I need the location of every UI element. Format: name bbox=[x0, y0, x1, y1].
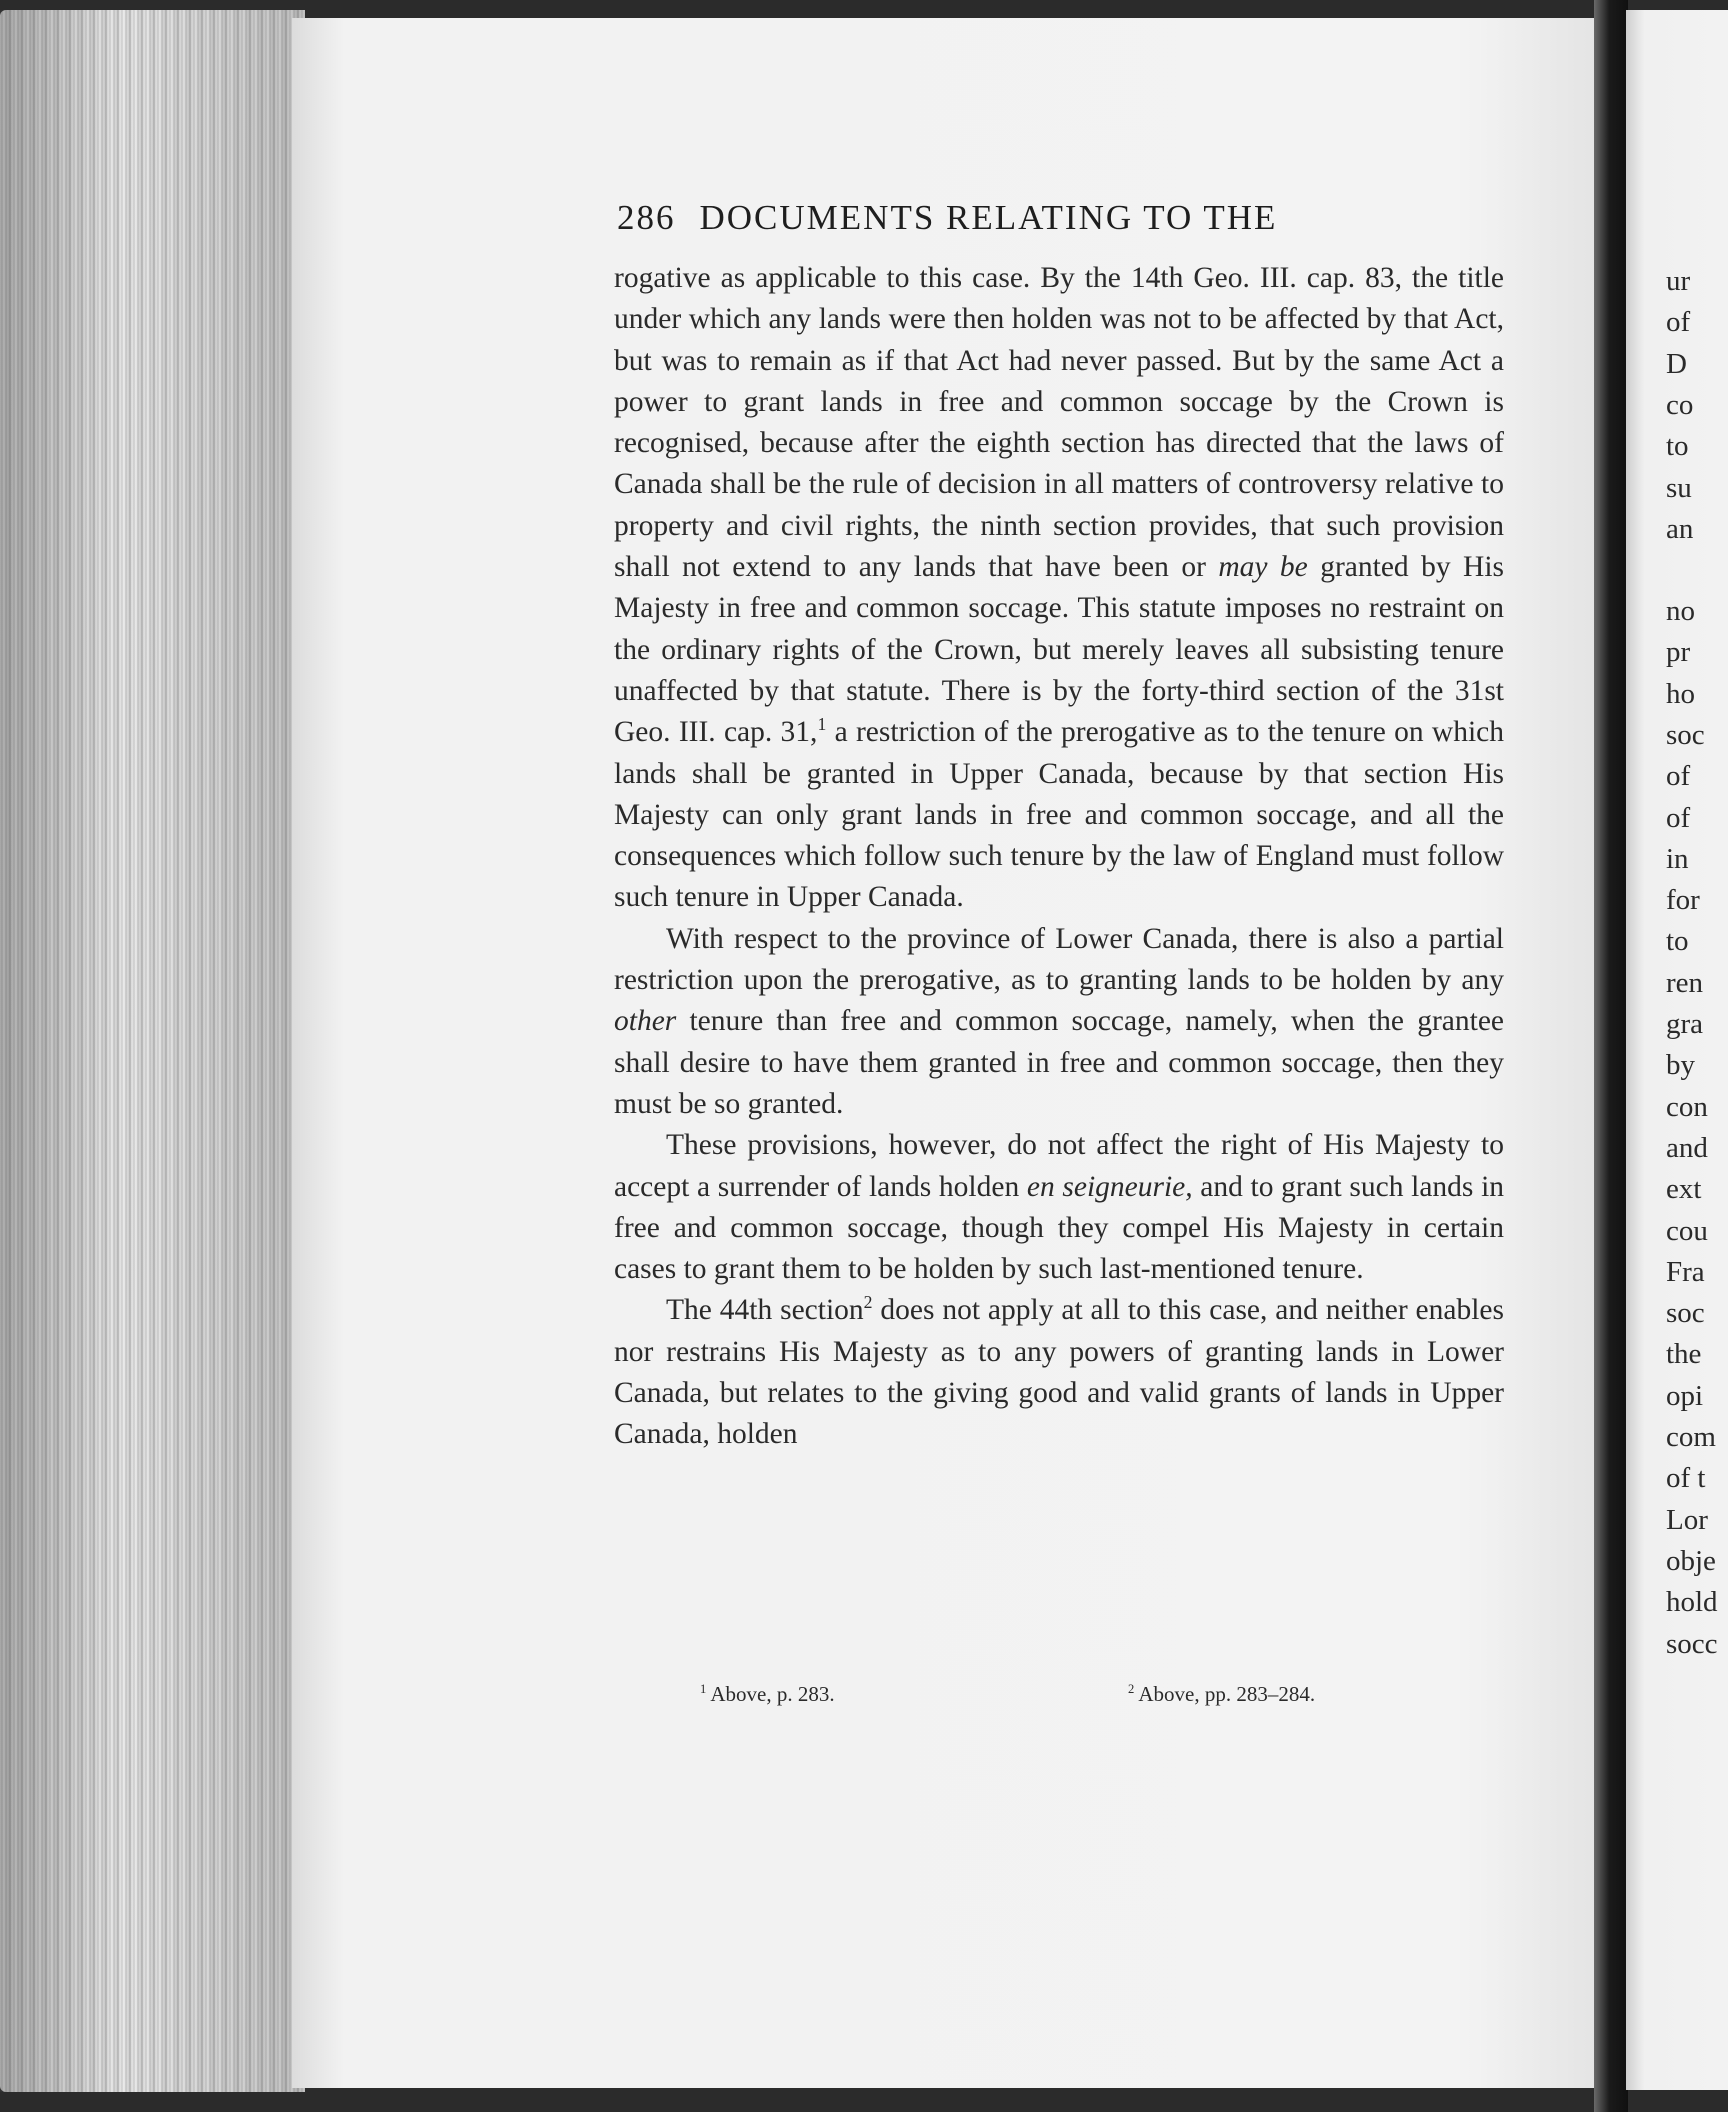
facing-page-line: of bbox=[1666, 801, 1691, 834]
facing-page-line: ur bbox=[1666, 265, 1691, 297]
facing-page-line: com bbox=[1666, 1421, 1716, 1453]
facing-page-line: of bbox=[1666, 760, 1691, 793]
paragraph-1 bbox=[614, 258, 1504, 919]
facing-page-line: su bbox=[1666, 471, 1692, 504]
footnote-1-text: Above, p. 283. bbox=[710, 1682, 835, 1706]
facing-page-line: cou bbox=[1666, 1214, 1708, 1247]
facing-page-line: D bbox=[1666, 347, 1687, 380]
facing-page-line: by bbox=[1666, 1049, 1695, 1082]
running-title: DOCUMENTS RELATING TO THE bbox=[699, 198, 1278, 237]
paragraph-1-part-b: granted by His Majesty in free and common soccage. This statute imposes no restraint on the ordinary rights of the Crown, but merely leaves all subsisting tenure unaffected by that statute. There is by the forty-third section of the 31st Geo. III. cap. 31, bbox=[614, 551, 1504, 749]
footnote-1 bbox=[700, 1682, 835, 1707]
facing-page-line: of bbox=[1666, 306, 1691, 339]
facing-page-line: con bbox=[1666, 1090, 1708, 1123]
footnote-ref-1: 1 bbox=[817, 714, 827, 735]
paragraph-4 bbox=[614, 1290, 1504, 1455]
paragraph-1-part-a: rogative as applicable to this case. By the 14th Geo. III. cap. 83, the title under which any lands were then holden was not to be affected by that Act, but was to remain as if that Act had never passed. But by the same Act a power to grant lands in free and common soccage by the Crown is recognised, because after the eighth section has directed that the laws of Canada shall be the rule of decision in all matters of controversy relative to property and civil rights, the ninth section provides, that such provision shall not extend to any lands that have been or bbox=[614, 262, 1504, 584]
facing-page-line: hold bbox=[1666, 1586, 1718, 1619]
footnote-2 bbox=[1128, 1682, 1315, 1707]
paragraph-1-italic: may be bbox=[1218, 551, 1308, 584]
facing-page-line: opi bbox=[1666, 1379, 1704, 1412]
footnote-1-mark: 1 bbox=[700, 1682, 707, 1696]
footnote-ref-2: 2 bbox=[863, 1292, 873, 1313]
facing-page-line: obje bbox=[1666, 1544, 1716, 1577]
facing-page-line: for bbox=[1666, 884, 1700, 917]
facing-page-line: to bbox=[1666, 430, 1689, 463]
facing-page-line: in bbox=[1666, 842, 1689, 875]
facing-page-line: to bbox=[1666, 925, 1689, 958]
facing-page-line: ho bbox=[1666, 677, 1695, 710]
paragraph-4-part-b: does not apply at all to this case, and neither enables nor restrains His Majesty as to any powers of granting lands in Lower Canada, but relates to the giving good and valid grants of lands in Upper Canada, holden bbox=[614, 1294, 1505, 1451]
facing-page-line: co bbox=[1666, 388, 1694, 421]
facing-page-line: the bbox=[1666, 1338, 1702, 1371]
facing-page-line: ren bbox=[1666, 966, 1704, 999]
facing-page-line: pr bbox=[1666, 636, 1691, 669]
facing-page-line: socc bbox=[1666, 1627, 1718, 1660]
book-gutter bbox=[1594, 0, 1628, 2112]
paragraph-2-italic: other bbox=[614, 1005, 677, 1038]
facing-page-line: and bbox=[1666, 1131, 1708, 1164]
facing-page-line: soc bbox=[1666, 718, 1705, 751]
facing-page-line: Fra bbox=[1666, 1255, 1705, 1288]
facing-page-line: no bbox=[1666, 595, 1695, 627]
paragraph-2-part-b: tenure than free and common soccage, namely, when the grantee shall desire to have them granted in free and common soccage, then they must be so granted. bbox=[614, 1005, 1505, 1120]
facing-page-line: an bbox=[1666, 512, 1694, 545]
facing-page-line: ext bbox=[1666, 1173, 1702, 1206]
facing-page-line: of t bbox=[1666, 1462, 1706, 1495]
paragraph-3-italic: en seigneurie, bbox=[1026, 1170, 1193, 1203]
paragraph-2-part-a: With respect to the province of Lower Canada, there is also a partial restriction upon the prerogative, as to granting lands to be holden by any bbox=[614, 922, 1504, 997]
paragraph-3 bbox=[614, 1125, 1504, 1290]
page-number: 286 bbox=[617, 198, 676, 237]
body-text bbox=[614, 258, 1504, 1456]
facing-page-line: gra bbox=[1666, 1008, 1704, 1040]
facing-page-line: Lor bbox=[1666, 1503, 1708, 1536]
footnote-2-text: Above, pp. 283–284. bbox=[1138, 1682, 1316, 1706]
paragraph-1-part-c: a restriction of the prerogative as to the tenure on which lands shall be granted in Upper Canada, because by that section His Majesty can only grant lands in free and common soccage, and all the consequences which follow such tenure by the law of England must follow such tenure in Upper Canada. bbox=[614, 716, 1504, 914]
paragraph-2 bbox=[614, 919, 1504, 1125]
page-edges-shade bbox=[0, 10, 305, 2092]
facing-page-line: soc bbox=[1666, 1297, 1705, 1330]
paragraph-3-part-a: These provisions, however, do not affect the right of His Majesty to accept a surrender of lands holden bbox=[614, 1129, 1504, 1203]
footnotes bbox=[700, 1682, 1420, 1722]
facing-page bbox=[1626, 10, 1728, 2090]
footnote-2-mark: 2 bbox=[1128, 1682, 1135, 1696]
running-head bbox=[617, 198, 1507, 244]
paragraph-3-part-b: and to grant such lands in free and common soccage, though they compel His Majesty in certain cases to grant them to be holden by such last-mentioned tenure. bbox=[614, 1170, 1505, 1286]
paragraph-4-part-a: The 44th section bbox=[666, 1294, 864, 1327]
